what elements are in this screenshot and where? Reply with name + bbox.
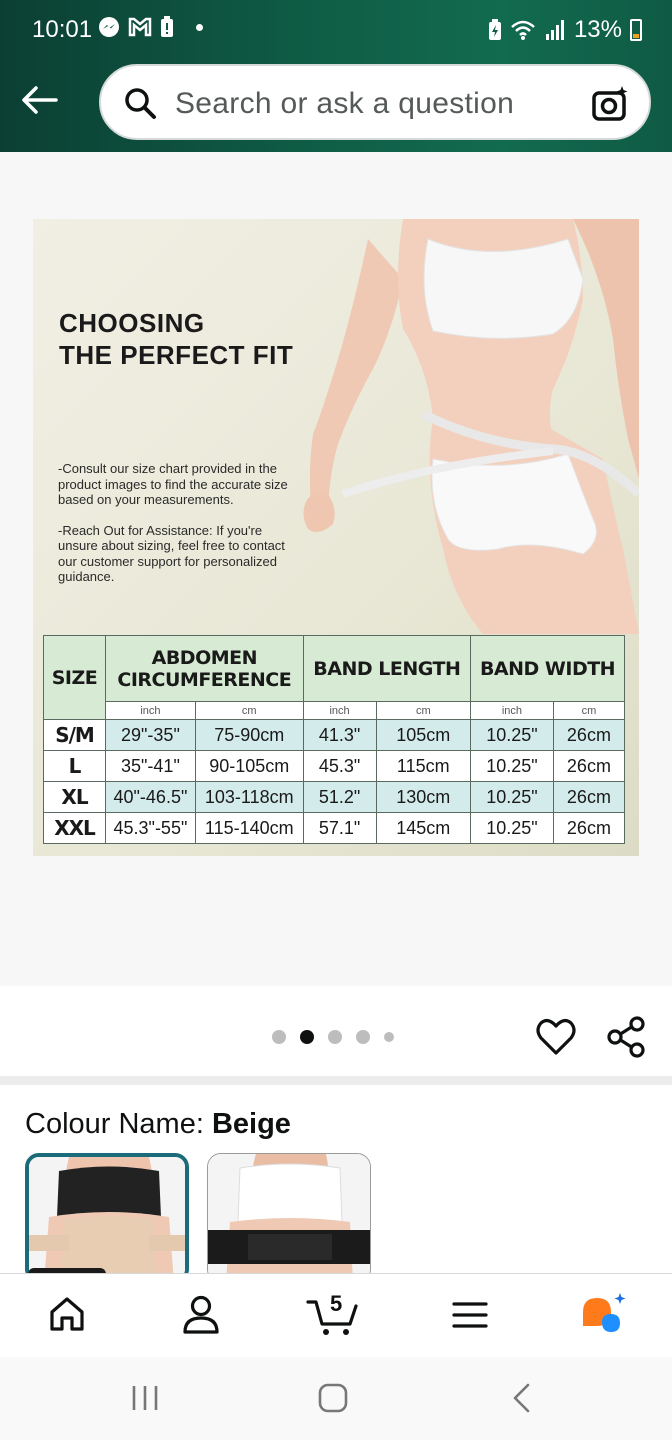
camera-search-icon[interactable] (591, 84, 631, 124)
table-row (44, 720, 625, 751)
table-cell: 41.3" (303, 720, 376, 751)
image-description (58, 461, 298, 600)
status-left-icons (98, 16, 203, 38)
band-length-header: BAND LENGTH (303, 636, 470, 702)
table-cell: 145cm (376, 813, 471, 844)
carousel-dot[interactable] (272, 1030, 286, 1044)
table-row (44, 782, 625, 813)
swatch-beige-image (29, 1157, 189, 1283)
size-cell: L (44, 751, 106, 782)
image-text-consult: -Consult our size chart provided in the product images to find the accurate size based on your measurements. (58, 461, 288, 507)
carousel-dot[interactable] (356, 1030, 370, 1044)
table-row (44, 751, 625, 782)
table-cell: 26cm (553, 782, 624, 813)
battery-icon (630, 19, 642, 41)
table-cell: 103-118cm (195, 782, 303, 813)
image-title-line1: CHOOSING (59, 308, 205, 338)
table-row (44, 813, 625, 844)
abdomen-header-line2: CIRCUMFERENCE (117, 668, 292, 691)
image-title (59, 307, 293, 371)
size-chart-table (43, 635, 625, 844)
table-cell: 26cm (553, 813, 624, 844)
wifi-icon (510, 19, 536, 41)
size-header: SIZE (44, 636, 106, 720)
variation-section (0, 1085, 672, 1273)
recent-apps-icon[interactable] (130, 1383, 160, 1413)
unit-cm: cm (195, 702, 303, 720)
status-bar (0, 10, 672, 50)
table-cell: 40"-46.5" (106, 782, 196, 813)
rufus-icon[interactable] (580, 1292, 630, 1338)
size-cell: XL (44, 782, 106, 813)
status-dot (196, 24, 203, 31)
table-cell: 130cm (376, 782, 471, 813)
table-cell: 35"-41" (106, 751, 196, 782)
status-time: 10:01 (32, 16, 93, 43)
model-photo (283, 219, 639, 634)
swatch-black-image (208, 1154, 370, 1282)
unit-inch: inch (471, 702, 554, 720)
table-cell: 51.2" (303, 782, 376, 813)
cart-count-badge: 5 (330, 1291, 343, 1316)
table-cell: 57.1" (303, 813, 376, 844)
unit-cm: cm (553, 702, 624, 720)
carousel-dot[interactable] (384, 1032, 394, 1042)
carousel-controls (0, 986, 672, 1076)
table-cell: 10.25" (471, 782, 554, 813)
system-navigation (0, 1357, 672, 1440)
unit-inch: inch (106, 702, 196, 720)
table-cell: 10.25" (471, 720, 554, 751)
table-cell: 26cm (553, 751, 624, 782)
band-width-header: BAND WIDTH (471, 636, 625, 702)
section-divider (0, 1076, 672, 1085)
account-icon[interactable] (181, 1294, 221, 1336)
swatch-black[interactable] (207, 1153, 371, 1283)
battery-percent: 13% (573, 16, 622, 43)
size-cell: S/M (44, 720, 106, 751)
search-bar[interactable] (99, 64, 651, 140)
table-cell: 29"-35" (106, 720, 196, 751)
carousel-dots[interactable] (272, 1030, 394, 1044)
menu-icon[interactable] (452, 1300, 488, 1330)
table-cell: 115cm (376, 751, 471, 782)
back-button-icon[interactable] (510, 1383, 532, 1413)
bottom-navigation (0, 1273, 672, 1357)
table-cell: 10.25" (471, 751, 554, 782)
abdomen-header (106, 636, 304, 702)
table-cell: 115-140cm (195, 813, 303, 844)
product-image-area[interactable] (0, 152, 672, 986)
messenger-icon (98, 16, 120, 38)
share-icon[interactable] (606, 1016, 648, 1058)
table-cell: 90-105cm (195, 751, 303, 782)
signal-icon (544, 19, 566, 41)
table-cell: 45.3"-55" (106, 813, 196, 844)
search-input[interactable]: Search or ask a question (175, 87, 515, 120)
carousel-dot[interactable] (328, 1030, 342, 1044)
table-cell: 75-90cm (195, 720, 303, 751)
table-cell: 105cm (376, 720, 471, 751)
swatch-beige[interactable] (25, 1153, 189, 1283)
search-icon (123, 86, 157, 120)
app-header (0, 0, 672, 152)
back-arrow-icon[interactable] (20, 84, 60, 116)
unit-cm: cm (376, 702, 471, 720)
battery-alert-icon (160, 16, 174, 38)
home-button-icon[interactable] (317, 1383, 349, 1413)
status-right-icons (488, 16, 642, 44)
abdomen-header-line1: ABDOMEN (151, 646, 258, 669)
size-cell: XXL (44, 813, 106, 844)
battery-saver-icon (488, 19, 502, 41)
product-image[interactable] (33, 219, 639, 856)
colour-value: Beige (211, 1108, 291, 1140)
table-cell: 10.25" (471, 813, 554, 844)
image-text-assistance: -Reach Out for Assistance: If you're unsure about sizing, feel free to contact our customer support for personalized guidance. (58, 522, 285, 584)
home-icon[interactable] (48, 1294, 86, 1334)
table-cell: 26cm (553, 720, 624, 751)
image-title-line2: THE PERFECT FIT (59, 340, 294, 370)
table-cell: 45.3" (303, 751, 376, 782)
colour-label-text: Colour Name: (25, 1108, 212, 1140)
colour-name-label (25, 1108, 291, 1141)
gmail-icon (128, 17, 152, 37)
carousel-dot-active[interactable] (300, 1030, 314, 1044)
unit-inch: inch (303, 702, 376, 720)
heart-icon[interactable] (536, 1018, 576, 1056)
